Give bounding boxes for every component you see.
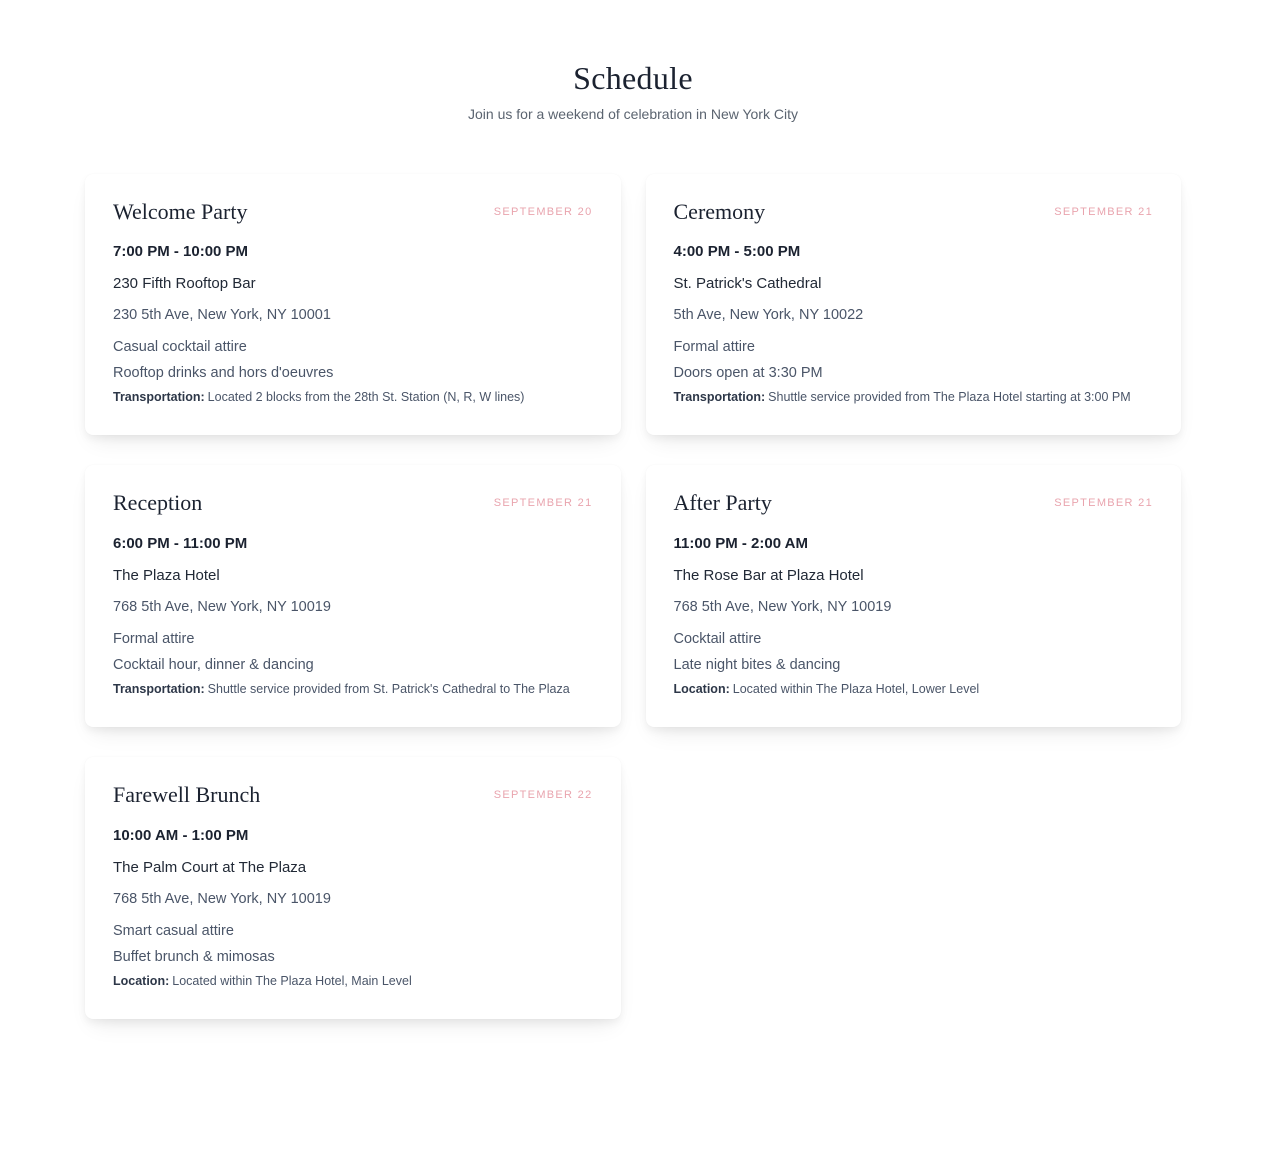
event-attire: Formal attire	[113, 630, 195, 647]
event-note	[113, 680, 593, 699]
event-description: Buffet brunch & mimosas	[113, 948, 275, 965]
event-note-label: Transportation:	[113, 681, 205, 696]
page-title: Schedule	[573, 60, 693, 96]
event-address: 768 5th Ave, New York, NY 10019	[113, 890, 331, 907]
event-note-text: Located within The Plaza Hotel, Main Level	[172, 973, 412, 988]
event-date-label: SEPTEMBER 20	[493, 205, 593, 218]
event-note-text: Located within The Plaza Hotel, Lower Level	[732, 681, 980, 696]
page-subtitle: Join us for a weekend of celebration in New York City	[468, 105, 798, 122]
event-card-header	[674, 489, 1154, 518]
event-note	[113, 388, 593, 407]
page-header	[85, 60, 1181, 122]
event-attire: Formal attire	[673, 339, 755, 356]
event-venue: 230 Fifth Rooftop Bar	[113, 275, 256, 293]
event-title: Welcome Party	[113, 198, 248, 224]
event-time: 7:00 PM - 10:00 PM	[113, 243, 249, 261]
event-note-text: Shuttle service provided from St. Patrick's Cathedral to The Plaza	[207, 681, 570, 696]
event-card-header	[674, 198, 1154, 227]
event-date-label: SEPTEMBER 21	[1054, 205, 1153, 218]
event-attire: Cocktail attire	[673, 630, 762, 647]
event-card-welcome-party	[85, 174, 621, 436]
event-description: Rooftop drinks and hors d'oeuvres	[113, 365, 334, 382]
event-description: Cocktail hour, dinner & dancing	[113, 656, 314, 673]
event-card-header	[113, 198, 593, 227]
events-grid	[85, 174, 1181, 1019]
event-note-label: Transportation:	[113, 390, 205, 405]
event-note	[674, 388, 1154, 407]
event-attire: Smart casual attire	[113, 922, 234, 939]
event-title: Ceremony	[673, 198, 766, 224]
event-attire: Casual cocktail attire	[113, 339, 247, 356]
event-date-label: SEPTEMBER 21	[493, 497, 593, 510]
event-venue: St. Patrick's Cathedral	[673, 275, 822, 293]
event-card-reception	[85, 465, 621, 727]
event-note-label: Transportation:	[673, 390, 766, 405]
event-address: 5th Ave, New York, NY 10022	[673, 307, 864, 324]
event-time: 6:00 PM - 11:00 PM	[113, 534, 248, 552]
event-card-after-party	[646, 465, 1182, 727]
event-address: 768 5th Ave, New York, NY 10019	[673, 598, 892, 615]
event-date-label: SEPTEMBER 22	[493, 788, 593, 801]
event-time: 10:00 AM - 1:00 PM	[113, 826, 249, 844]
event-title: Reception	[113, 490, 203, 516]
event-address: 768 5th Ave, New York, NY 10019	[113, 598, 331, 615]
event-title: After Party	[673, 490, 772, 516]
event-venue: The Palm Court at The Plaza	[113, 858, 307, 876]
event-date-label: SEPTEMBER 21	[1054, 497, 1153, 510]
event-card-farewell-brunch	[85, 757, 621, 1019]
event-card-header	[113, 489, 593, 518]
event-note-label: Location:	[673, 681, 730, 696]
event-time: 4:00 PM - 5:00 PM	[673, 243, 801, 261]
event-note-text: Located 2 blocks from the 28th St. Station (N, R, W lines)	[207, 390, 525, 405]
event-card-header	[113, 781, 593, 810]
event-note-label: Location:	[113, 973, 170, 988]
event-note	[674, 680, 1154, 699]
event-time: 11:00 PM - 2:00 AM	[673, 534, 808, 552]
event-card-ceremony	[646, 174, 1182, 436]
event-description: Late night bites & dancing	[673, 656, 841, 673]
event-address: 230 5th Ave, New York, NY 10001	[113, 307, 331, 324]
event-venue: The Rose Bar at Plaza Hotel	[673, 566, 864, 584]
event-note	[113, 972, 593, 991]
event-title: Farewell Brunch	[113, 781, 261, 807]
event-venue: The Plaza Hotel	[113, 566, 220, 584]
event-note-text: Shuttle service provided from The Plaza Hotel starting at 3:00 PM	[768, 390, 1131, 405]
event-description: Doors open at 3:30 PM	[673, 365, 823, 382]
